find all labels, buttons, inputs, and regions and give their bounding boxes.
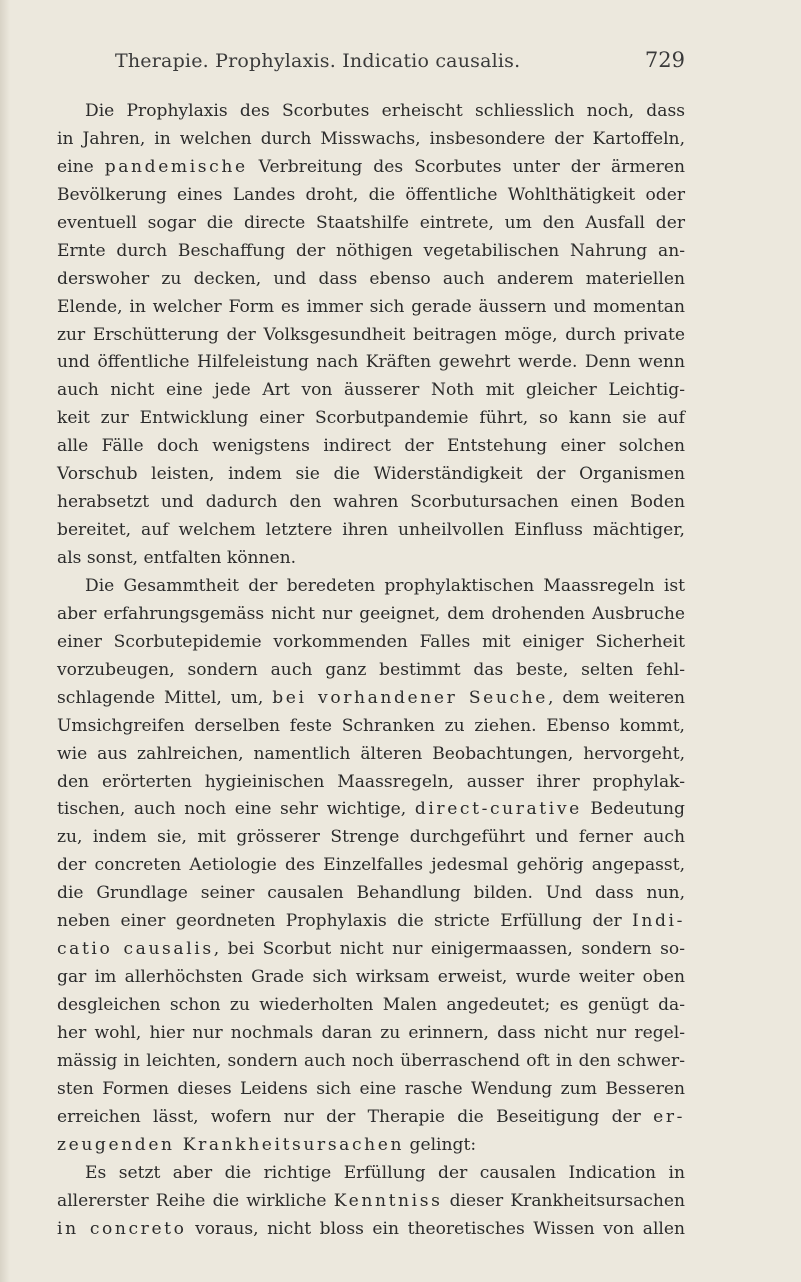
text-segment: wie aus zahlreichen, namentlich älteren Beobachtungen, hervorgeht, (57, 743, 685, 764)
text-line (57, 852, 685, 880)
text-segment: herabsetzt und dadurch den wahren Scorbutursachen einen Boden (57, 492, 685, 513)
emphasized-text: in concreto (57, 1218, 187, 1239)
text-line (57, 992, 685, 1020)
text-line (57, 266, 685, 294)
emphasized-text: Indi- (632, 911, 685, 932)
text-segment: Die Gesammtheit der beredeten prophylaktischen Maassregeln ist (85, 575, 685, 596)
text-segment: auch nicht eine jede Art von äusserer Noth mit gleicher Leichtig- (57, 380, 685, 401)
text-line (57, 908, 685, 936)
text-segment: gar im allerhöchsten Grade sich wirksam erweist, wurde weiter oben (57, 967, 685, 988)
text-line (57, 294, 685, 322)
text-segment: Die Prophylaxis des Scorbutes erheischt schliesslich noch, dass (85, 101, 685, 121)
text-segment: Bedeutung (581, 799, 685, 820)
text-segment: Verbreitung des Scorbutes unter der ärmeren (247, 156, 685, 177)
text-segment: zur Erschütterung der Volksgesundheit beitragen möge, durch private (57, 324, 685, 345)
text-segment: schlagende Mittel, um, (57, 687, 273, 708)
text-segment: Es setzt aber die richtige Erfüllung der causalen Indication in (85, 1162, 685, 1183)
text-line (57, 1076, 685, 1104)
text-line (57, 1160, 685, 1188)
text-segment: Elende, in welcher Form es immer sich gerade äussern und momentan (57, 296, 685, 317)
text-line (57, 322, 685, 350)
page-header (115, 50, 685, 82)
text-segment: dieser Krankheitsursachen (442, 1190, 685, 1211)
text-segment: mässig in leichten, sondern auch noch überraschend oft in den schwer- (57, 1050, 685, 1071)
text-line (57, 629, 685, 657)
text-line (57, 405, 685, 433)
emphasized-text: bei vorhandener Seuche (272, 687, 548, 708)
text-line (57, 461, 685, 489)
text-line (57, 517, 685, 545)
text-line (57, 769, 685, 797)
text-line (57, 349, 685, 377)
text-line (57, 1216, 685, 1244)
text-line (57, 433, 685, 461)
text-line (57, 824, 685, 852)
emphasized-text: er- (653, 1106, 685, 1127)
text-line (57, 880, 685, 908)
emphasized-text: catio causalis (57, 939, 214, 960)
text-line (57, 657, 685, 685)
text-line (57, 1104, 685, 1132)
emphasized-text: direct-curative (414, 799, 582, 820)
text-line (57, 238, 685, 266)
text-segment: , bei Scorbut nicht nur einigermaassen, sondern so- (213, 939, 685, 960)
text-segment: vorzubeugen, sondern auch ganz bestimmt das beste, selten fehl- (57, 659, 685, 680)
text-segment: einer Scorbutepidemie vorkommenden Falles mit einiger Sicherheit (57, 631, 685, 652)
text-segment: als sonst, entfalten können. (57, 548, 297, 568)
text-segment: Umsichgreifen derselben feste Schranken zu ziehen. Ebenso kommt, (57, 715, 685, 736)
page-number: 729 (644, 48, 685, 72)
text-segment: der concreten Aetiologie des Einzelfalles jedesmal gehörig angepasst, (57, 855, 685, 876)
emphasized-text: Kenntniss (333, 1190, 443, 1211)
text-segment: zu, indem sie, mit grösserer Strenge durchgeführt und ferner auch (57, 827, 685, 848)
text-segment: die Grundlage seiner causalen Behandlung bilden. Und dass nun, (57, 883, 685, 904)
text-line (57, 1132, 685, 1160)
text-line (57, 1048, 685, 1076)
text-line (57, 685, 685, 713)
text-line (57, 98, 685, 126)
text-line (57, 741, 685, 769)
text-segment: erreichen lässt, wofern nur der Therapie die Beseitigung der (57, 1106, 654, 1127)
text-line (57, 182, 685, 210)
text-line (57, 964, 685, 992)
text-line (57, 210, 685, 238)
text-segment: eine (57, 156, 105, 177)
text-line (57, 1188, 685, 1216)
text-segment: eventuell sogar die directe Staatshilfe eintrete, um den Ausfall der (57, 212, 685, 233)
text-segment: den erörterten hygieinischen Maassregeln, ausser ihrer prophylak- (57, 771, 685, 792)
text-line (57, 489, 685, 517)
emphasized-text: zeugenden Krankheitsursachen (57, 1134, 405, 1155)
running-head: Therapie. Prophylaxis. Indicatio causalis. (115, 50, 521, 72)
text-segment: aber erfahrungsgemäss nicht nur geeignet, dem drohenden Ausbruche (57, 603, 685, 624)
text-segment: Ernte durch Beschaffung der nöthigen vegetabilischen Nahrung an- (57, 240, 685, 261)
text-segment: voraus, nicht bloss ein theoretisches Wissen von allen (186, 1218, 686, 1239)
text-segment: bereitet, auf welchem letztere ihren unheilvollen Einfluss mächtiger, (57, 520, 685, 541)
text-segment: Bevölkerung eines Landes droht, die öffentliche Wohlthätigkeit oder (57, 184, 685, 205)
text-segment: in Jahren, in welchen durch Misswachs, insbesondere der Kartoffeln, (57, 128, 685, 149)
text-segment: , dem weiteren (547, 687, 685, 708)
text-line (57, 1020, 685, 1048)
text-segment: derswoher zu decken, und dass ebenso auch anderem materiellen (57, 268, 685, 289)
emphasized-text: pandemische (104, 156, 248, 177)
text-line (57, 796, 685, 824)
text-segment: Vorschub leisten, indem sie die Widerständigkeit der Organismen (57, 464, 685, 485)
page-gutter-shadow (0, 0, 10, 1282)
body-text (57, 98, 685, 1243)
text-line (57, 126, 685, 154)
text-line (57, 377, 685, 405)
text-line (57, 154, 685, 182)
text-segment: alle Fälle doch wenigstens indirect der Entstehung einer solchen (57, 436, 685, 457)
text-line (57, 573, 685, 601)
text-segment: allererster Reihe die wirkliche (57, 1190, 334, 1211)
text-segment: desgleichen schon zu wiederholten Malen angedeutet; es genügt da- (57, 995, 685, 1015)
text-line (57, 601, 685, 629)
text-segment: und öffentliche Hilfeleistung nach Kräften gewehrt werde. Denn wenn (57, 352, 685, 373)
text-segment: sten Formen dieses Leidens sich eine rasche Wendung zum Besseren (57, 1078, 685, 1099)
text-segment: her wohl, hier nur nochmals daran zu erinnern, dass nicht nur regel- (57, 1022, 685, 1043)
text-line (57, 713, 685, 741)
text-segment: gelingt: (404, 1134, 477, 1155)
text-segment: keit zur Entwicklung einer Scorbutpandemie führt, so kann sie auf (57, 408, 685, 429)
text-segment: tischen, auch noch eine sehr wichtige, (57, 799, 415, 820)
text-line (57, 545, 685, 573)
text-segment: neben einer geordneten Prophylaxis die stricte Erfüllung der (57, 911, 633, 932)
text-line (57, 936, 685, 964)
